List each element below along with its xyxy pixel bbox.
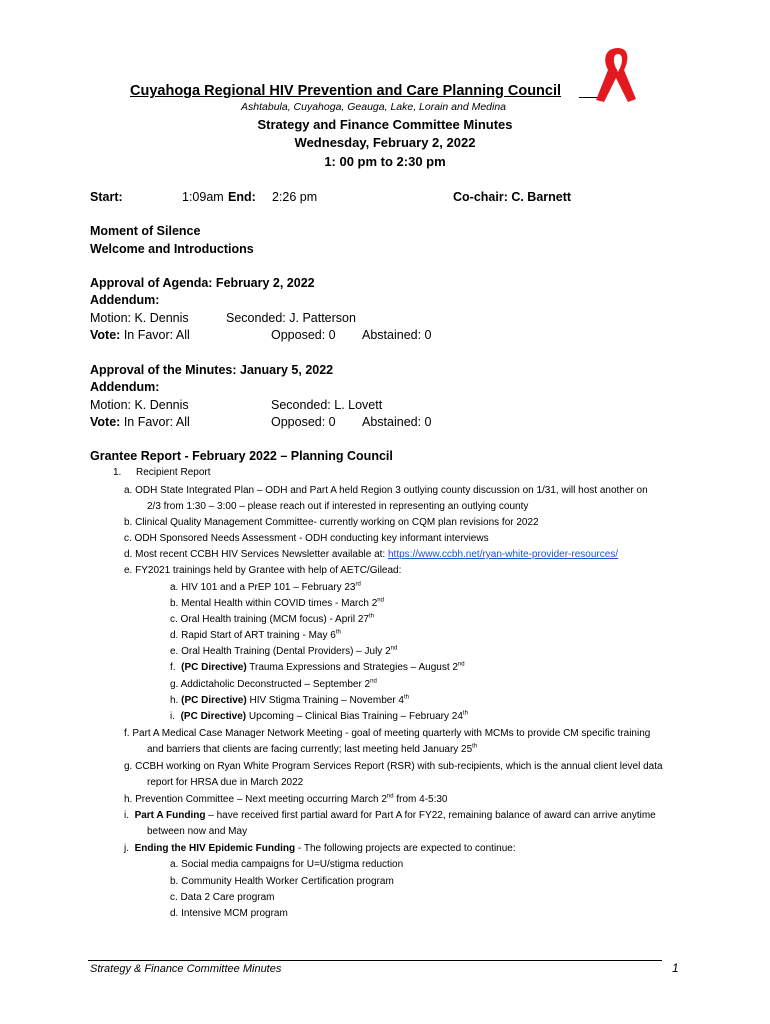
agenda-opposed: Opposed: 0 xyxy=(271,328,336,342)
minutes-seconded: Seconded: L. Lovett xyxy=(271,398,383,412)
newsletter-link[interactable]: https://www.ccbh.net/ryan-white-provider-resources/ xyxy=(387,549,619,560)
minutes-opposed: Opposed: 0 xyxy=(271,415,336,429)
minutes-abstained: Abstained: 0 xyxy=(362,415,432,429)
item-f-line2: and barriers that clients are facing currently; last meeting held January 25th xyxy=(147,743,478,755)
item-j: j. Ending the HIV Epidemic Funding - The following projects are expected to continue: xyxy=(124,843,516,854)
council-counties: Ashtabula, Cuyahoga, Geauga, Lake, Lorain and Medina xyxy=(241,101,507,113)
red-ribbon-icon xyxy=(590,44,646,106)
meeting-date: Wednesday, February 2, 2022 xyxy=(294,135,476,150)
meeting-time: 1: 00 pm to 2:30 pm xyxy=(324,154,446,169)
moment-of-silence: Moment of Silence xyxy=(90,224,201,238)
item-f-line1: f. Part A Medical Case Manager Network Meeting - goal of meeting quarterly with MCMs to provide CM specific training xyxy=(124,728,651,739)
end-label: End: xyxy=(228,190,256,204)
footer-title: Strategy & Finance Committee Minutes xyxy=(90,963,282,975)
training-g: g. Addictaholic Deconstructed – September 2nd xyxy=(170,678,377,690)
grantee-heading: Grantee Report - February 2022 – Planning Council xyxy=(90,449,393,463)
council-title: Cuyahoga Regional HIV Prevention and Care Planning Council xyxy=(130,83,562,99)
agenda-abstained: Abstained: 0 xyxy=(362,328,432,342)
start-label: Start: xyxy=(90,190,123,204)
agenda-motion: Motion: K. Dennis xyxy=(90,311,189,325)
agenda-seconded: Seconded: J. Patterson xyxy=(226,311,356,325)
agenda-vote-value: In Favor: All xyxy=(123,328,190,342)
training-i: i. (PC Directive) Upcoming – Clinical Bias Training – February 24th xyxy=(170,710,468,722)
item-g-line2: report for HRSA due in March 2022 xyxy=(147,777,304,788)
item-b: b. Clinical Quality Management Committee- currently working on CQM plan revisions for 2022 xyxy=(124,517,539,528)
committee-title: Strategy and Finance Committee Minutes xyxy=(257,117,513,132)
minutes-motion: Motion: K. Dennis xyxy=(90,398,189,412)
start-value: 1:09am xyxy=(182,190,224,204)
project-c: c. Data 2 Care program xyxy=(170,892,275,903)
item-h: h. Prevention Committee – Next meeting occurring March 2nd from 4-5:30 xyxy=(124,793,448,805)
footer-divider xyxy=(88,960,662,961)
training-d: d. Rapid Start of ART training - May 6th xyxy=(170,629,341,641)
agenda-addendum: Addendum: xyxy=(90,293,160,307)
item-d-text: d. Most recent CCBH HIV Services Newsletter available at: xyxy=(124,549,388,560)
agenda-vote-label: Vote: xyxy=(90,328,121,342)
project-a: a. Social media campaigns for U=U/stigma reduction xyxy=(170,859,404,870)
training-c: c. Oral Health training (MCM focus) - April 27th xyxy=(170,613,374,625)
training-e: e. Oral Health Training (Dental Providers) – July 2nd xyxy=(170,645,398,657)
minutes-heading: Approval of the Minutes: January 5, 2022 xyxy=(90,363,334,377)
project-b: b. Community Health Worker Certification program xyxy=(170,876,394,887)
minutes-addendum: Addendum: xyxy=(90,380,160,394)
end-value: 2:26 pm xyxy=(272,190,318,204)
training-f: f. (PC Directive) Trauma Expressions and Strategies – August 2nd xyxy=(170,661,465,673)
training-h: h. (PC Directive) HIV Stigma Training – November 4th xyxy=(170,694,410,706)
training-a: a. HIV 101 and a PrEP 101 – February 23rd xyxy=(170,581,361,593)
minutes-vote-value: In Favor: All xyxy=(123,415,190,429)
cochair: Co-chair: C. Barnett xyxy=(453,190,572,204)
item-i-line2: between now and May xyxy=(147,826,248,837)
item-e: e. FY2021 trainings held by Grantee with help of AETC/Gilead: xyxy=(124,565,402,576)
item-a-line1: a. ODH State Integrated Plan – ODH and Part A held Region 3 outlying county discussion on 1/31, will host another on xyxy=(124,485,648,496)
item1-label: Recipient Report xyxy=(136,467,211,478)
item-a-line2: 2/3 from 1:30 – 3:00 – please reach out if interested in representing an outlying county xyxy=(147,501,529,512)
page-number: 1 xyxy=(672,961,679,975)
minutes-vote-label: Vote: xyxy=(90,415,121,429)
item-g-line1: g. CCBH working on Ryan White Program Services Report (RSR) with sub-recipients, which is the annual client level data xyxy=(124,761,663,772)
welcome-introductions: Welcome and Introductions xyxy=(90,242,254,256)
item-c: c. ODH Sponsored Needs Assessment - ODH conducting key informant interviews xyxy=(124,533,489,544)
training-b: b. Mental Health within COVID times - March 2nd xyxy=(170,597,384,609)
item-i-line1: i. Part A Funding – have received first partial award for Part A for FY22, remaining balance of award can arrive anytime xyxy=(124,810,656,821)
agenda-heading: Approval of Agenda: February 2, 2022 xyxy=(90,276,315,290)
item1-number: 1. xyxy=(113,467,122,478)
project-d: d. Intensive MCM program xyxy=(170,908,288,919)
